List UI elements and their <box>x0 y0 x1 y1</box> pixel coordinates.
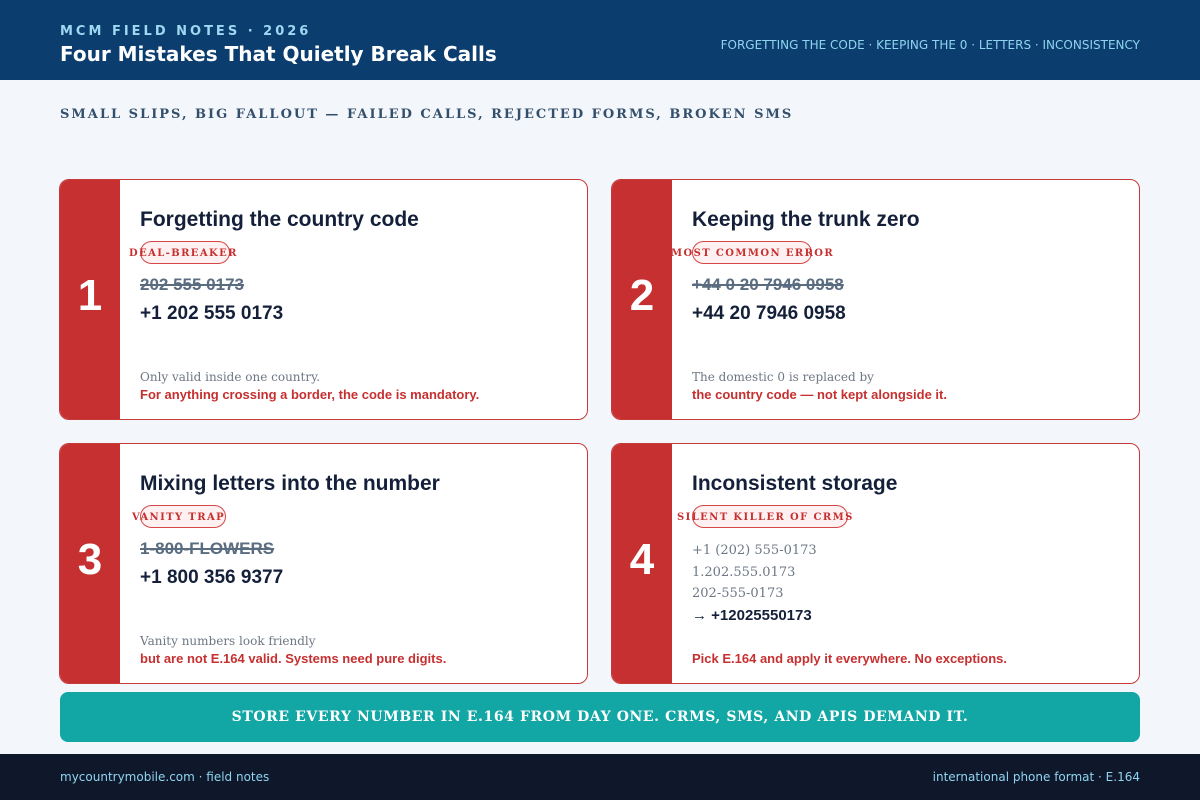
card-note-emphasis: Pick E.164 and apply it everywhere. No exceptions. <box>692 651 1008 666</box>
card-number-column <box>612 444 672 683</box>
card-title: Forgetting the country code <box>140 208 419 231</box>
wrong-number: 202 555 0173 <box>140 275 244 294</box>
page-subtitle: SMALL SLIPS, BIG FALLOUT — FAILED CALLS, REJECTED FORMS, BROKEN SMS <box>60 107 794 122</box>
callout-banner: STORE EVERY NUMBER IN E.164 FROM DAY ONE. CRMS, SMS, AND APIS DEMAND IT. <box>60 692 1140 742</box>
card-note-emphasis: the country code — not kept alongside it. <box>692 387 947 402</box>
card-number: 3 <box>77 535 103 584</box>
correct-number: +44 20 7946 0958 <box>692 303 846 324</box>
card-note-emphasis: but are not E.164 valid. Systems need pure digits. <box>140 651 447 666</box>
correct-number: +1 800 356 9377 <box>140 567 284 588</box>
mistake-card-2 <box>611 179 1140 420</box>
card-number: 2 <box>629 271 655 320</box>
card-tag-label: VANITY TRAP <box>132 512 226 523</box>
format-example: 202-555-0173 <box>692 586 784 601</box>
footer-source: mycountrymobile.com · field notes <box>60 770 270 784</box>
card-number: 1 <box>77 271 103 320</box>
card-note: Vanity numbers look friendly <box>140 634 316 648</box>
card-tag-label: MOST COMMON ERROR <box>671 248 835 259</box>
card-number: 4 <box>629 535 655 584</box>
correct-number: +1 202 555 0173 <box>140 303 284 324</box>
card-tag <box>129 241 238 264</box>
header-kicker: MCM FIELD NOTES · 2026 <box>60 24 312 39</box>
card-tag-label: SILENT KILLER OF CRMS <box>677 512 854 523</box>
card-title: Mixing letters into the number <box>140 472 440 495</box>
mistake-card-4 <box>611 443 1140 684</box>
mistake-card-1 <box>59 179 588 420</box>
card-note: Only valid inside one country. <box>140 370 321 384</box>
card-title: Keeping the trunk zero <box>692 208 920 231</box>
card-title: Inconsistent storage <box>692 472 898 495</box>
card-number-column <box>612 180 672 419</box>
wrong-number: +44 0 20 7946 0958 <box>692 275 844 294</box>
format-example: +1 (202) 555-0173 <box>692 543 817 558</box>
format-example: 1.202.555.0173 <box>692 565 796 580</box>
mistake-card-3 <box>59 443 588 684</box>
card-tag <box>677 505 854 528</box>
footer <box>0 754 1200 800</box>
footer-topic: international phone format · E.164 <box>932 770 1140 784</box>
wrong-number: 1-800-FLOWERS <box>140 539 275 558</box>
card-tag <box>671 241 835 264</box>
card-tag <box>132 505 226 528</box>
page-title: Four Mistakes That Quietly Break Calls <box>60 42 497 66</box>
card-tag-label: DEAL-BREAKER <box>129 248 238 259</box>
header-topics: FORGETTING THE CODE · KEEPING THE 0 · LETTERS · INCONSISTENCY <box>720 38 1140 52</box>
card-note: The domestic 0 is replaced by <box>692 370 874 384</box>
normalized-number: → +12025550173 <box>692 607 812 624</box>
card-number-column <box>60 180 120 419</box>
card-note-emphasis: For anything crossing a border, the code is mandatory. <box>140 387 480 402</box>
header-bar <box>0 0 1200 80</box>
card-number-column <box>60 444 120 683</box>
